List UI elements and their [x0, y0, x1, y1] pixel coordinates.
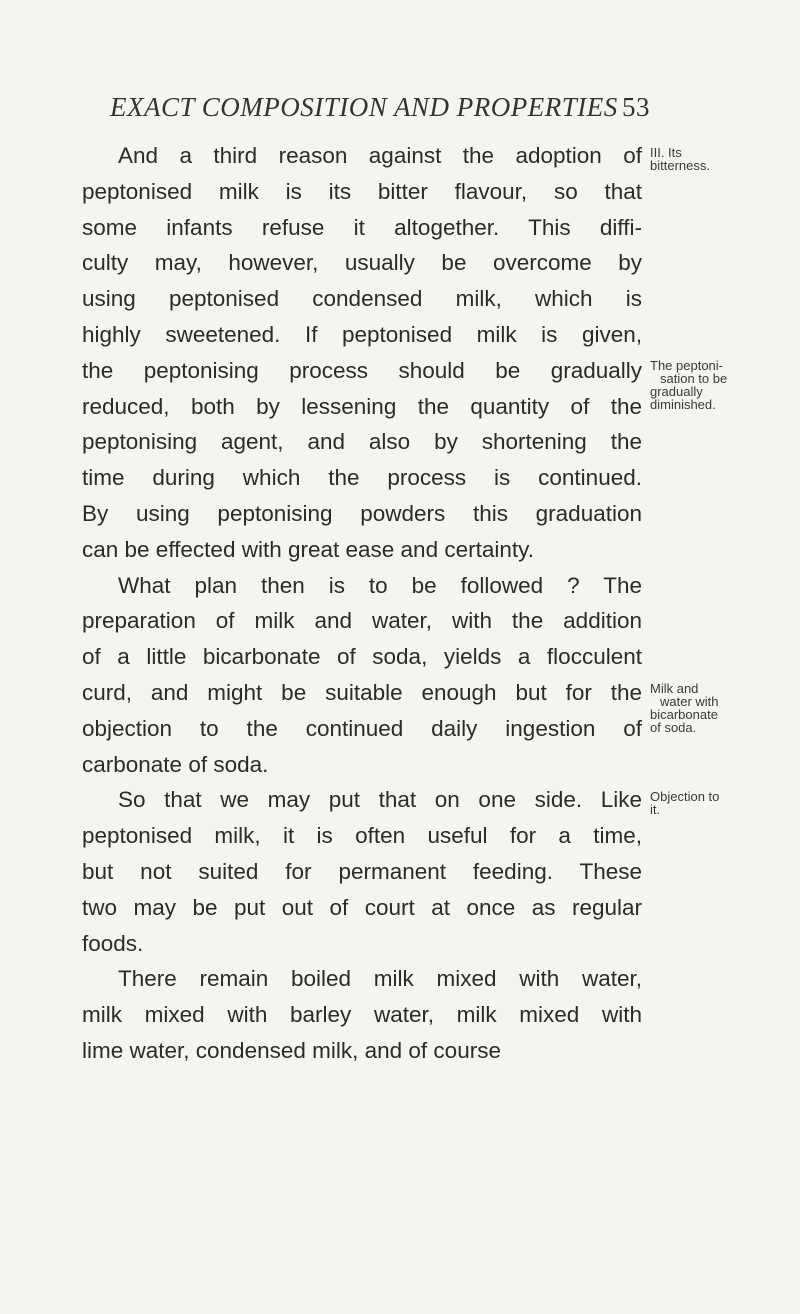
running-head [110, 92, 650, 132]
text-line: By using peptonising powders this graduation [82, 500, 642, 526]
margin-note-line: water with [660, 694, 719, 709]
page-number: 53 [622, 92, 650, 122]
text-line: And a third reason against the adoption of [118, 143, 642, 168]
text-line: two may be put out of court at once as regular [82, 894, 642, 920]
text-line: foods. [82, 930, 144, 956]
margin-note-objection [650, 790, 760, 816]
margin-note-milk-water [650, 682, 760, 734]
text-line: So that we may put that on one side. Like [118, 787, 642, 813]
text-line: but not suited for permanent feeding. These [82, 858, 642, 884]
text-line: peptonised milk, it is often useful for a time, [82, 823, 642, 849]
margin-note-line: bitterness. [650, 158, 710, 173]
margin-note-line: bicarbonate [650, 707, 718, 722]
text-line: preparation of milk and water, with the addition [82, 608, 642, 634]
text-line: There remain boiled milk mixed with water, [118, 966, 642, 992]
margin-note-peptonisation [650, 359, 760, 411]
text-line: milk mixed with barley water, milk mixed with [82, 1002, 642, 1028]
running-head-title: EXACT COMPOSITION AND PROPERTIES [110, 92, 618, 122]
text-line: some infants refuse it altogether. This diffi- [82, 214, 642, 240]
margin-note-line: Objection to [650, 789, 720, 804]
text-line: peptonising agent, and also by shortening the [82, 429, 642, 455]
margin-note-line: III. Its [650, 145, 682, 160]
text-line: of a little bicarbonate of soda, yields a flocculent [82, 644, 642, 670]
text-line: lime water, condensed milk, and of course [82, 1037, 501, 1063]
text-line: time during which the process is continued. [82, 465, 642, 491]
margin-note-line: The peptoni- [650, 358, 723, 373]
margin-note-line: Milk and [650, 681, 699, 696]
text-line: can be effected with great ease and certainty. [82, 536, 534, 562]
margin-note-line: gradually [650, 384, 703, 399]
margin-note-line: of soda. [650, 720, 697, 735]
text-line: curd, and might be suitable enough but for the [82, 679, 642, 705]
text-line: What plan then is to be followed ? The [118, 572, 642, 598]
margin-note-line: it. [650, 802, 661, 817]
margin-note-line: diminished. [650, 397, 716, 412]
text-line: highly sweetened. If peptonised milk is given, [82, 321, 642, 347]
text-line: using peptonised condensed milk, which is [82, 286, 642, 312]
body-text [82, 138, 642, 1069]
text-line: the peptonising process should be gradually [82, 357, 642, 383]
text-line: objection to the continued daily ingestion of [82, 715, 642, 741]
margin-note-bitterness [650, 146, 760, 172]
text-line: reduced, both by lessening the quantity of the [82, 393, 642, 419]
text-line: carbonate of soda. [82, 751, 269, 777]
text-line: peptonised milk is its bitter flavour, so that [82, 178, 642, 204]
margin-note-line: sation to be [660, 371, 728, 386]
text-line: culty may, however, usually be overcome by [82, 250, 642, 276]
